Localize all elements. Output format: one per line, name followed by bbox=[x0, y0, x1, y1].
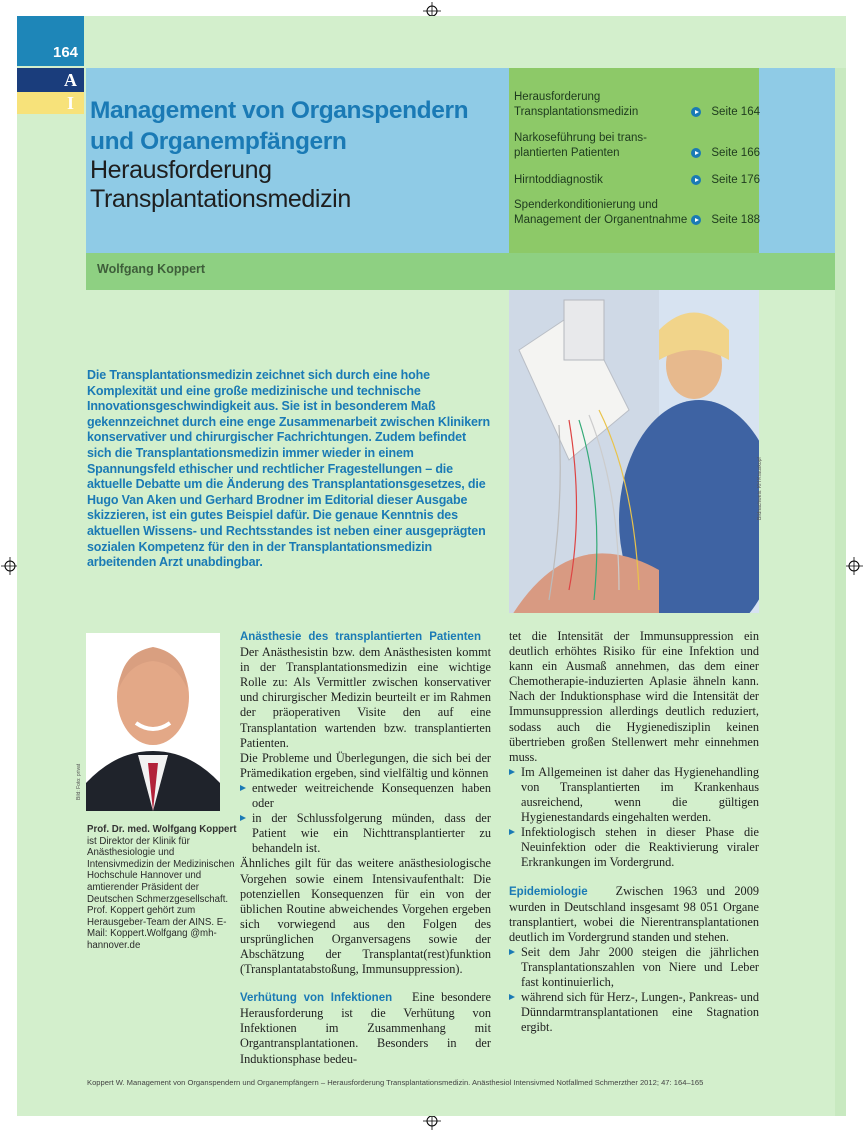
section-heading: Epidemiologie bbox=[509, 885, 588, 898]
arrow-right-icon bbox=[691, 148, 701, 158]
clinical-photo bbox=[509, 290, 759, 613]
toc-item[interactable] bbox=[514, 199, 759, 227]
toc-item-page: Seite 166 bbox=[711, 146, 760, 159]
arrow-right-icon bbox=[691, 107, 701, 117]
paragraph: Eine besondere Herausforderung ist die Verhütung von Infektionen im Zusammenhang mit Organtransplantationen. Besonders in der Induktionsphase bedeu- bbox=[240, 990, 491, 1066]
toc-item[interactable] bbox=[514, 172, 759, 187]
bullet-item: während sich für Herz-, Lungen-, Pankreas- und Dünndarmtransplantationen eine Stagnation ergibt. bbox=[509, 990, 759, 1035]
bullet-item: Infektiologisch stehen in dieser Phase die Neuinfektion oder die Reaktivierung viraler Erkrankungen im Vordergrund. bbox=[509, 825, 759, 870]
caption-name: Prof. Dr. med. Wolfgang Koppert bbox=[87, 824, 237, 835]
toc-item-text: Herausforderung Transplantationsmedizin bbox=[514, 91, 639, 118]
author-name: Wolfgang Koppert bbox=[97, 262, 206, 276]
paragraph: Zwischen 1963 und 2009 wurden in Deutschland insgesamt 98 051 Organe transplantiert, wobei die Nierentransplantationen deutlich im Vordergrund standen und stehen. bbox=[509, 883, 759, 944]
bullet-item: in der Schlussfolgerung münden, dass der Patient wie ein Nichttransplantierter zu behandeln ist. bbox=[240, 811, 491, 856]
bullet-item: entweder weitreichende Konsequenzen haben oder bbox=[240, 781, 491, 811]
article-subtitle: Herausforderung Transplantationsmedizin bbox=[90, 156, 351, 213]
caption-text: ist Direktor der Klinik für Anästhesiologie und Intensivmedizin der Medizinischen Hochschule Hannover und amtierender Präsident der Deutschen Schmerzgesellschaft. Prof. Koppert gehört zum Herausgeber-Team der AINS. E-Mail: Koppert.Wolfgang @mh-hannover.de bbox=[87, 835, 235, 951]
photo-credit: Bildnachweis: KH Krauskopf bbox=[757, 457, 763, 520]
paragraph: Die Probleme und Überlegungen, die sich bei der Prämedikation ergeben, sind vielfältig und können bbox=[240, 750, 491, 780]
author-portrait bbox=[86, 633, 220, 811]
page-number: 164 bbox=[17, 16, 84, 66]
toc-item-page: Seite 176 bbox=[711, 173, 760, 186]
section-heading: Anästhesie des transplantierten Patienten bbox=[240, 631, 481, 643]
toc-item-page: Seite 188 bbox=[711, 213, 760, 226]
portrait-credit: Bild: Foto: privat bbox=[76, 763, 82, 800]
toc-item[interactable] bbox=[514, 131, 759, 160]
arrow-right-icon bbox=[691, 175, 701, 185]
article-title: Management von Organspendern und Organempfängern bbox=[90, 97, 469, 155]
section-heading: Verhütung von Infektionen bbox=[240, 992, 393, 1005]
body-column-1 bbox=[240, 629, 491, 1067]
arrow-right-icon bbox=[691, 215, 701, 225]
toc-item-page: Seite 164 bbox=[711, 105, 760, 118]
paragraph: Der Anästhesistin bzw. dem Anästhesisten kommt in der Transplantationsmedizin eine wichtige Rolle zu: Als Vermittler zwischen konservativer und chirurgischer Medizin beurteilt er im Rahmen der präoperativen Visite den auf eine Transplantation wartenden bzw. transplantierten Patienten. bbox=[240, 645, 491, 750]
section-tab-a: A bbox=[17, 68, 84, 92]
toc-item[interactable] bbox=[514, 91, 759, 119]
author-caption bbox=[87, 824, 237, 952]
paragraph: tet die Intensität der Immunsuppression ein deutlich erhöhtes Risiko für eine Infektion und kann ein Ausmaß annehmen, das dem einer Chemotherapie-induzierten Aplasie ähneln kann. Nach der Induktionsphase wird die Intensität der Immunsuppression allerdings deutlich reduziert, sodass auch die Hygienedisziplin keinen übertrieben großen Stellenwert mehr einnehmen muss. bbox=[509, 629, 759, 764]
citation-footer: Koppert W. Management von Organspendern und Organempfängern – Herausforderung Transplantationsmedizin. Anästhesiol Intensivmed Notfallmed Schmerzther 2012; 47: 164–165 bbox=[87, 1078, 704, 1087]
side-strip bbox=[835, 68, 846, 1116]
section-tab-i: I bbox=[17, 92, 84, 114]
article-intro: Die Transplantationsmedizin zeichnet sich durch eine hohe Komplexität und eine große medizinische und technische Innovationsgeschwindigkeit aus. Sie ist in besonderem Maß gekennzeichnet durch eine enge Zusammenarbeit zwischen Klinikern konservativer und chirurgischer Fachrichtungen. Zudem befindet sich die Transplantationsmedizin immer wieder in einem Spannungsfeld ethischer und rechtlicher Fragestellungen – die aktuelle Debatte um die Änderung des Transplantationsgesetzes, die Hugo Van Aken und Gerhard Brodner im Editorial dieser Ausgabe skizzieren, ist ein gutes Beispiel dafür. Die genaue Kenntnis des aktuellen Wissens- und Rechtsstandes ist neben einer ausgeprägten sozialen Kompetenz für den in der Transplantationsmedizin arbeitenden Arzt unabdingbar. bbox=[87, 368, 491, 570]
bullet-item: Im Allgemeinen ist daher das Hygienehandling von Transplantierten im Krankenhaus ausreichend, wenn die gültigen Hygienestandards eingehalten werden. bbox=[509, 765, 759, 825]
toc-item-text: Narkoseführung bei trans- plantierten Patienten bbox=[514, 132, 647, 159]
body-column-2 bbox=[509, 629, 759, 1035]
paragraph: Ähnliches gilt für das weitere anästhesiologische Vorgehen sowie einem Intensivaufenthalt: Die potenziellen Konsequenzen für ein von der üblichen Routine abweichendes Vorgehen ergeben sich vorwiegend aus den Folgen des ursprünglichen Organversagens sowie der Abschätzung der Transplantat(rest)funktion (Transplantatabstoßung, Immunsuppression). bbox=[240, 856, 491, 977]
toc-item-text: Spenderkonditionierung und Management der Organentnahme bbox=[514, 199, 688, 226]
toc-right-panel bbox=[759, 68, 835, 253]
crop-mark-right bbox=[845, 557, 863, 575]
toc-item-text: Hirntoddiagnostik bbox=[514, 173, 603, 186]
bullet-item: Seit dem Jahr 2000 steigen die jährlichen Transplantationszahlen von Niere und Leber fast kontinuierlich, bbox=[509, 945, 759, 990]
